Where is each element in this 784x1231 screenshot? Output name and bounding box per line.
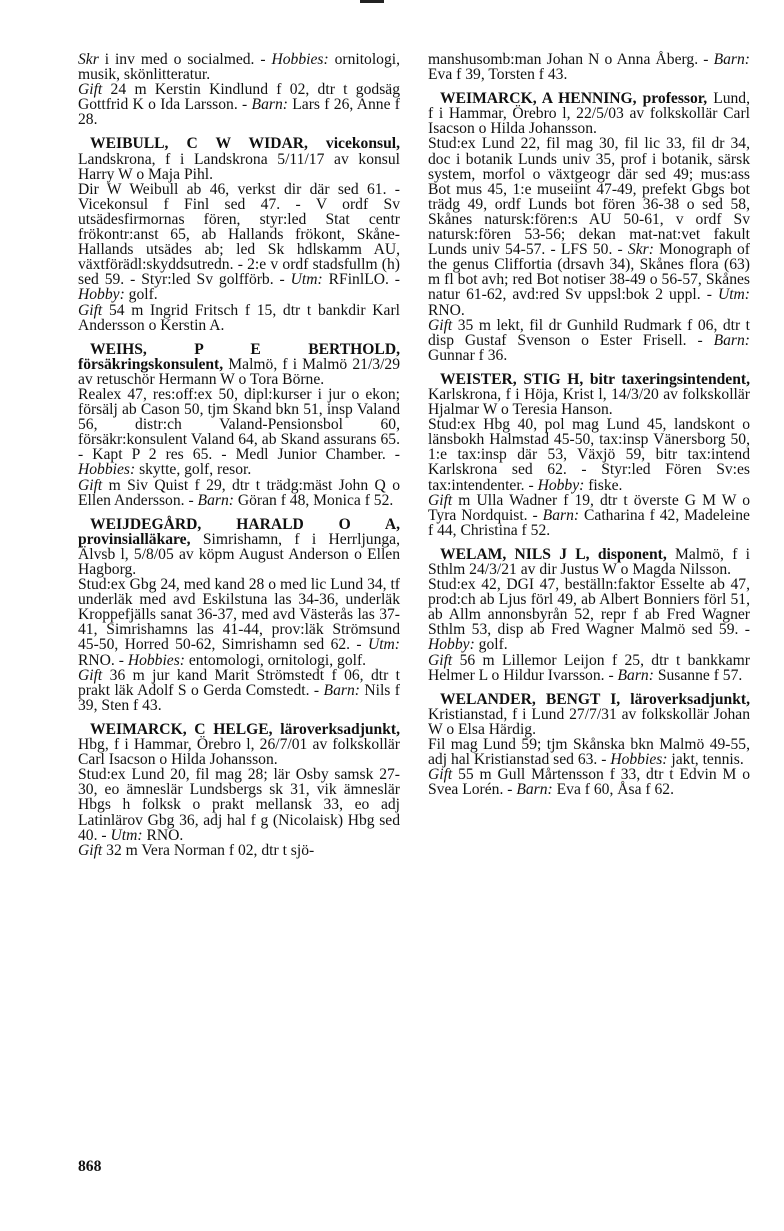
hobbies-label: Hobbies: xyxy=(610,751,668,769)
skr-text: Monograph of the genus Cliffortia (drsavh 34), Skånes flora (63) m fl bot avh; red Bot notiser 38-49 o 56-57, Skånes natur 61-62, avd:red Sv uppsl:bok 2 uppl. - xyxy=(428,241,750,304)
entry-name: WEISTER, STIG H, xyxy=(440,370,584,388)
barn-label: Barn: xyxy=(713,331,750,349)
entry-gift xyxy=(78,843,400,858)
entry-name: WEIMARCK, C HELGE, xyxy=(90,720,273,738)
entry-intro: Malmö, f i Malmö 21/3/29 av retuschör Hermann W o Tora Börne. xyxy=(78,355,400,388)
barn-label: Barn: xyxy=(323,681,360,699)
barn-label: Barn: xyxy=(542,506,580,524)
entry-heading xyxy=(78,342,400,387)
utm-text: RFinlLO. - xyxy=(322,271,400,289)
entry-career xyxy=(78,387,400,478)
utm-label: Utm: xyxy=(290,271,323,289)
entry-heading xyxy=(78,517,400,577)
entry-career xyxy=(428,417,750,492)
utm-text: RNO. xyxy=(428,301,465,319)
entry-gift xyxy=(428,653,750,683)
gift-text: m Siv Quist f 29, dtr t trädg:mäst John Q o Ellen Andersson. - xyxy=(78,476,400,509)
entry-title: bitr taxeringsintendent, xyxy=(583,370,750,388)
hobby-label: Hobby: xyxy=(537,476,585,494)
career-text: Stud:ex 42, DGI 47, beställn:faktor Esselte ab 47, prod:ch ab Ljus förl 49, ab Albert Bonniers förl 51, ab Allm annonsbyrån 52, repr f ab Fred Wagner Sthlm 53, disp ab Fred Wagner Malmö sed 59. - xyxy=(428,576,750,639)
gift-label: Gift xyxy=(78,841,103,859)
gift-label: Gift xyxy=(428,316,453,334)
barn-label: Barn: xyxy=(516,781,553,799)
barn-label: Barn: xyxy=(197,491,234,509)
career-text: Dir W Weibull ab 46, verkst dir där sed 61. - Vicekonsul f Finl sed 47. - V ordf Sv utsädesfirmornas fören, styr:led Stat centr frökontr:anst 65, ab Hallands frökont, Skåne-Hallands utsädes ab; led Sk hdlskamm AU, växtförädl:skyddsutredn. - 2:e v ordf stadsfullm (h) sed 59. - Styr:led Sv golfförb. - xyxy=(78,180,400,289)
gift-label: Gift xyxy=(78,476,103,494)
entry-title: provinsialläkare, xyxy=(78,530,191,548)
entry-weijdegard xyxy=(78,517,400,713)
entry-title: vicekonsul, xyxy=(307,135,400,153)
hobbies-text: jakt, tennis. xyxy=(667,751,744,769)
gift-label: Gift xyxy=(428,766,453,784)
hobby-label: Hobby: xyxy=(78,286,125,304)
hobbies-text: skytte, golf, resor. xyxy=(135,461,252,479)
career-text: Stud:ex Hbg 40, pol mag Lund 45, landskont o länsbokh Halmstad 45-50, tax:insp Vänersborg 50, 1:e tax:insp där 53, Växjö 59, bitr tax:intend Karlskrona sed 62. - Styr:led Fören Sv:es tax:intendenter. - xyxy=(428,416,750,494)
continued-gift-line xyxy=(78,82,400,127)
entry-weibull xyxy=(78,136,400,332)
entry-gift xyxy=(428,767,750,797)
entry-weimarck-c xyxy=(78,722,400,858)
continued-line xyxy=(428,52,750,82)
entry-name: WEIHS, P E BERTHOLD, xyxy=(90,340,400,358)
gift-text: 55 m Gull Mårtensson f 33, dtr t Edvin M o Svea Lorén. - xyxy=(428,766,750,799)
barn-label: Barn: xyxy=(713,51,750,68)
continued-skr-line xyxy=(78,52,400,82)
gift-text: 54 m Ingrid Fritsch f 15, dtr t bankdir Karl Andersson o Kerstin A. xyxy=(78,301,400,334)
career-text: Stud:ex Lund 22, fil mag 30, fil lic 33, fil dr 34, doc i botanik Lunds univ 35, prof i botanik, särsk system, morfol o växtgeogr där sed 49; mus:ass Bot mus 45, 1:e museiint 47-49, prefekt Gbgs bot trädg 49, ordf Lunds bot fören 36-38 o sed 58, Skånes natursk:fören:s AU 50-61, v ordf Sv natursk:fören 53-56; dekan mat-nat:vet fakult Lunds univ 54-57. - LFS 50. - xyxy=(428,135,750,259)
gift-text: 36 m jur kand Marit Strömstedt f 06, dtr t prakt läk Adolf S o Gerda Comstedt. - xyxy=(78,666,400,699)
utm-label: Utm: xyxy=(367,636,400,654)
entry-intro: Hbg, f i Hammar, Örebro l, 26/7/01 av folkskollär Carl Isacson o Hilda Johansson. xyxy=(78,736,400,769)
entry-career xyxy=(428,136,750,317)
entry-welander xyxy=(428,692,750,798)
entry-title: professor, xyxy=(636,90,708,108)
barn-text: Göran f 48, Monica f 52. xyxy=(233,491,394,509)
gift-label: Gift xyxy=(428,651,453,669)
career-text: Stud:ex Lund 20, fil mag 28; lär Osby samsk 27-30, eo ämneslär Lundsbergs sk 31, vik ämneslär Hbgs h folksk o prakt mellansk 33, eo adj Latinlärov Gbg 36, adj hal f g (Nicolaisk) Hbg sed 40. - xyxy=(78,766,400,844)
continued-entry xyxy=(428,52,750,82)
hobbies-text: entomologi, ornitologi, golf. xyxy=(184,651,367,669)
hobbies-label: Hobbies: xyxy=(271,51,329,68)
utm-label: Utm: xyxy=(110,826,143,844)
skr-label: Skr: xyxy=(627,241,654,259)
entry-career xyxy=(428,737,750,767)
entry-career xyxy=(428,577,750,652)
right-column xyxy=(428,52,750,806)
entry-intro: Kristianstad, f i Lund 27/7/31 av folkskollär Johan W o Elsa Härdig. xyxy=(428,705,750,738)
hobbies-label: Hobbies: xyxy=(78,461,136,479)
gift-text: 32 m Vera Norman f 02, dtr t sjö- xyxy=(102,841,315,859)
gift-label: Gift xyxy=(78,301,103,319)
hobby-label: Hobby: xyxy=(428,636,475,654)
career-text: Realex 47, res:off:ex 50, dipl:kurser i jur o ekon; försälj ab Cason 50, tjm Skand bkn 51, insp Valand 56, distr:ch Valand-Pensionsbol 60, försäkr:konsulent Valand 64, ab Skand assurans 65. - Kapt P 2 res 65. - Medl Junior Chamber. - xyxy=(78,385,400,464)
entry-gift xyxy=(78,478,400,508)
entry-weister xyxy=(428,372,750,538)
utm-text: RNO. - xyxy=(78,651,128,669)
skr-text: i inv med o socialmed. - xyxy=(98,51,272,68)
entry-name: WELANDER, BENGT I, xyxy=(440,690,621,708)
entry-heading xyxy=(428,372,750,417)
barn-label: Barn: xyxy=(251,96,288,114)
barn-text: Eva f 39, Torsten f 43. xyxy=(428,66,568,84)
utm-text: RNO. xyxy=(142,826,184,844)
barn-text: Catharina f 42, Madeleine f 44, Christina f 52. xyxy=(428,506,750,539)
entry-gift xyxy=(78,668,400,713)
entry-intro: Simrishamn, f i Herrljunga, Älvsb l, 5/8/05 av köpm August Anderson o Ellen Hagborg. xyxy=(78,530,400,578)
entry-gift xyxy=(428,318,750,363)
hobby-text: fiske. xyxy=(584,476,623,494)
entry-career xyxy=(78,182,400,303)
entry-intro: Landskrona, f i Landskrona 5/11/17 av konsul Harry W o Maja Pihl. xyxy=(78,150,400,183)
entry-gift xyxy=(78,303,400,333)
hobbies-text: ornitologi, musik, skönlitteratur. xyxy=(78,51,400,84)
barn-text: Gunnar f 36. xyxy=(428,346,508,364)
entry-intro: Lund, f i Hammar, Örebro l, 22/5/03 av folkskollär Carl Isacson o Hilda Johansson. xyxy=(428,90,751,138)
gift-text: 35 m lekt, fil dr Gunhild Rudmark f 06, dtr t disp Gustaf Svenson o Ester Frisell. - xyxy=(428,316,750,349)
hobbies-label: Hobbies: xyxy=(127,651,185,669)
gift-label: Gift xyxy=(78,81,103,99)
barn-label: Barn: xyxy=(617,666,654,684)
continued-text: manshusomb:man Johan N o Anna Åberg. - xyxy=(428,51,714,68)
entry-title: försäkringskonsulent, xyxy=(78,355,224,373)
continued-entry xyxy=(78,52,400,127)
entry-heading xyxy=(428,692,750,737)
gift-text: 24 m Kerstin Kindlund f 02, dtr t godsäg Gottfrid K o Ida Larsson. - xyxy=(78,81,400,114)
barn-text: Lars f 26, Anne f 28. xyxy=(78,96,400,129)
career-text: Fil mag Lund 59; tjm Skånska bkn Malmö 49-55, adj hal Kristianstad sed 63. - xyxy=(428,736,750,769)
entry-title: läroverksadjunkt, xyxy=(620,690,750,708)
gift-label: Gift xyxy=(428,491,453,509)
gift-text: 56 m Lillemor Leijon f 25, dtr t bankkamr Helmer L o Hildur Ivarsson. - xyxy=(428,651,750,684)
gift-text: m Ulla Wadner f 19, dtr t överste G M W o Tyra Nordquist. - xyxy=(428,491,750,524)
barn-text: Eva f 60, Åsa f 62. xyxy=(552,781,674,799)
entry-name: WELAM, NILS J L, xyxy=(440,545,590,563)
career-text: Stud:ex Gbg 24, med kand 28 o med lic Lund 34, tf underläk med avd Eskilstuna las 34-36, underläk Kroppefjälls sanat 36-37, med avd Västerås las 37-41, Simrishamns las 41-44, prov:läk Strömsund 45-50, Horred 50-62, Simrishamn sed 62. - xyxy=(78,576,400,654)
entry-welam xyxy=(428,547,750,683)
entry-heading xyxy=(428,91,750,136)
entry-gift xyxy=(428,493,750,538)
barn-text: Nils f 39, Sten f 43. xyxy=(78,681,400,714)
entry-heading xyxy=(428,547,750,577)
entry-name: WEIBULL, C W WIDAR, xyxy=(90,135,308,153)
entry-name: WEIMARCK, A HENNING, xyxy=(440,90,637,108)
entry-weihs xyxy=(78,342,400,508)
entry-title: disponent, xyxy=(589,545,667,563)
entry-title: läroverksadjunkt, xyxy=(272,720,400,738)
barn-text: Susanne f 57. xyxy=(653,666,743,684)
entry-career xyxy=(78,577,400,668)
entry-career xyxy=(78,767,400,842)
skr-label: Skr xyxy=(78,51,99,68)
gift-label: Gift xyxy=(78,666,103,684)
page-number: 868 xyxy=(78,1158,102,1175)
entry-intro: Malmö, f i Sthlm 24/3/21 av dir Justus W o Magda Nilsson. xyxy=(428,545,750,578)
left-column xyxy=(78,52,400,867)
entry-heading xyxy=(78,722,400,767)
entry-intro: Karlskrona, f i Höja, Krist l, 14/3/20 av folkskollär Hjalmar W o Teresia Hanson. xyxy=(428,385,750,419)
entry-weimarck-a xyxy=(428,91,750,363)
utm-label: Utm: xyxy=(717,286,750,304)
entry-name: WEIJDEGÅRD, HARALD O A, xyxy=(90,515,400,533)
hobby-text: golf. xyxy=(124,286,158,304)
entry-heading xyxy=(78,136,400,181)
hobby-text: golf. xyxy=(474,636,508,654)
scan-edge-mark xyxy=(360,0,384,3)
